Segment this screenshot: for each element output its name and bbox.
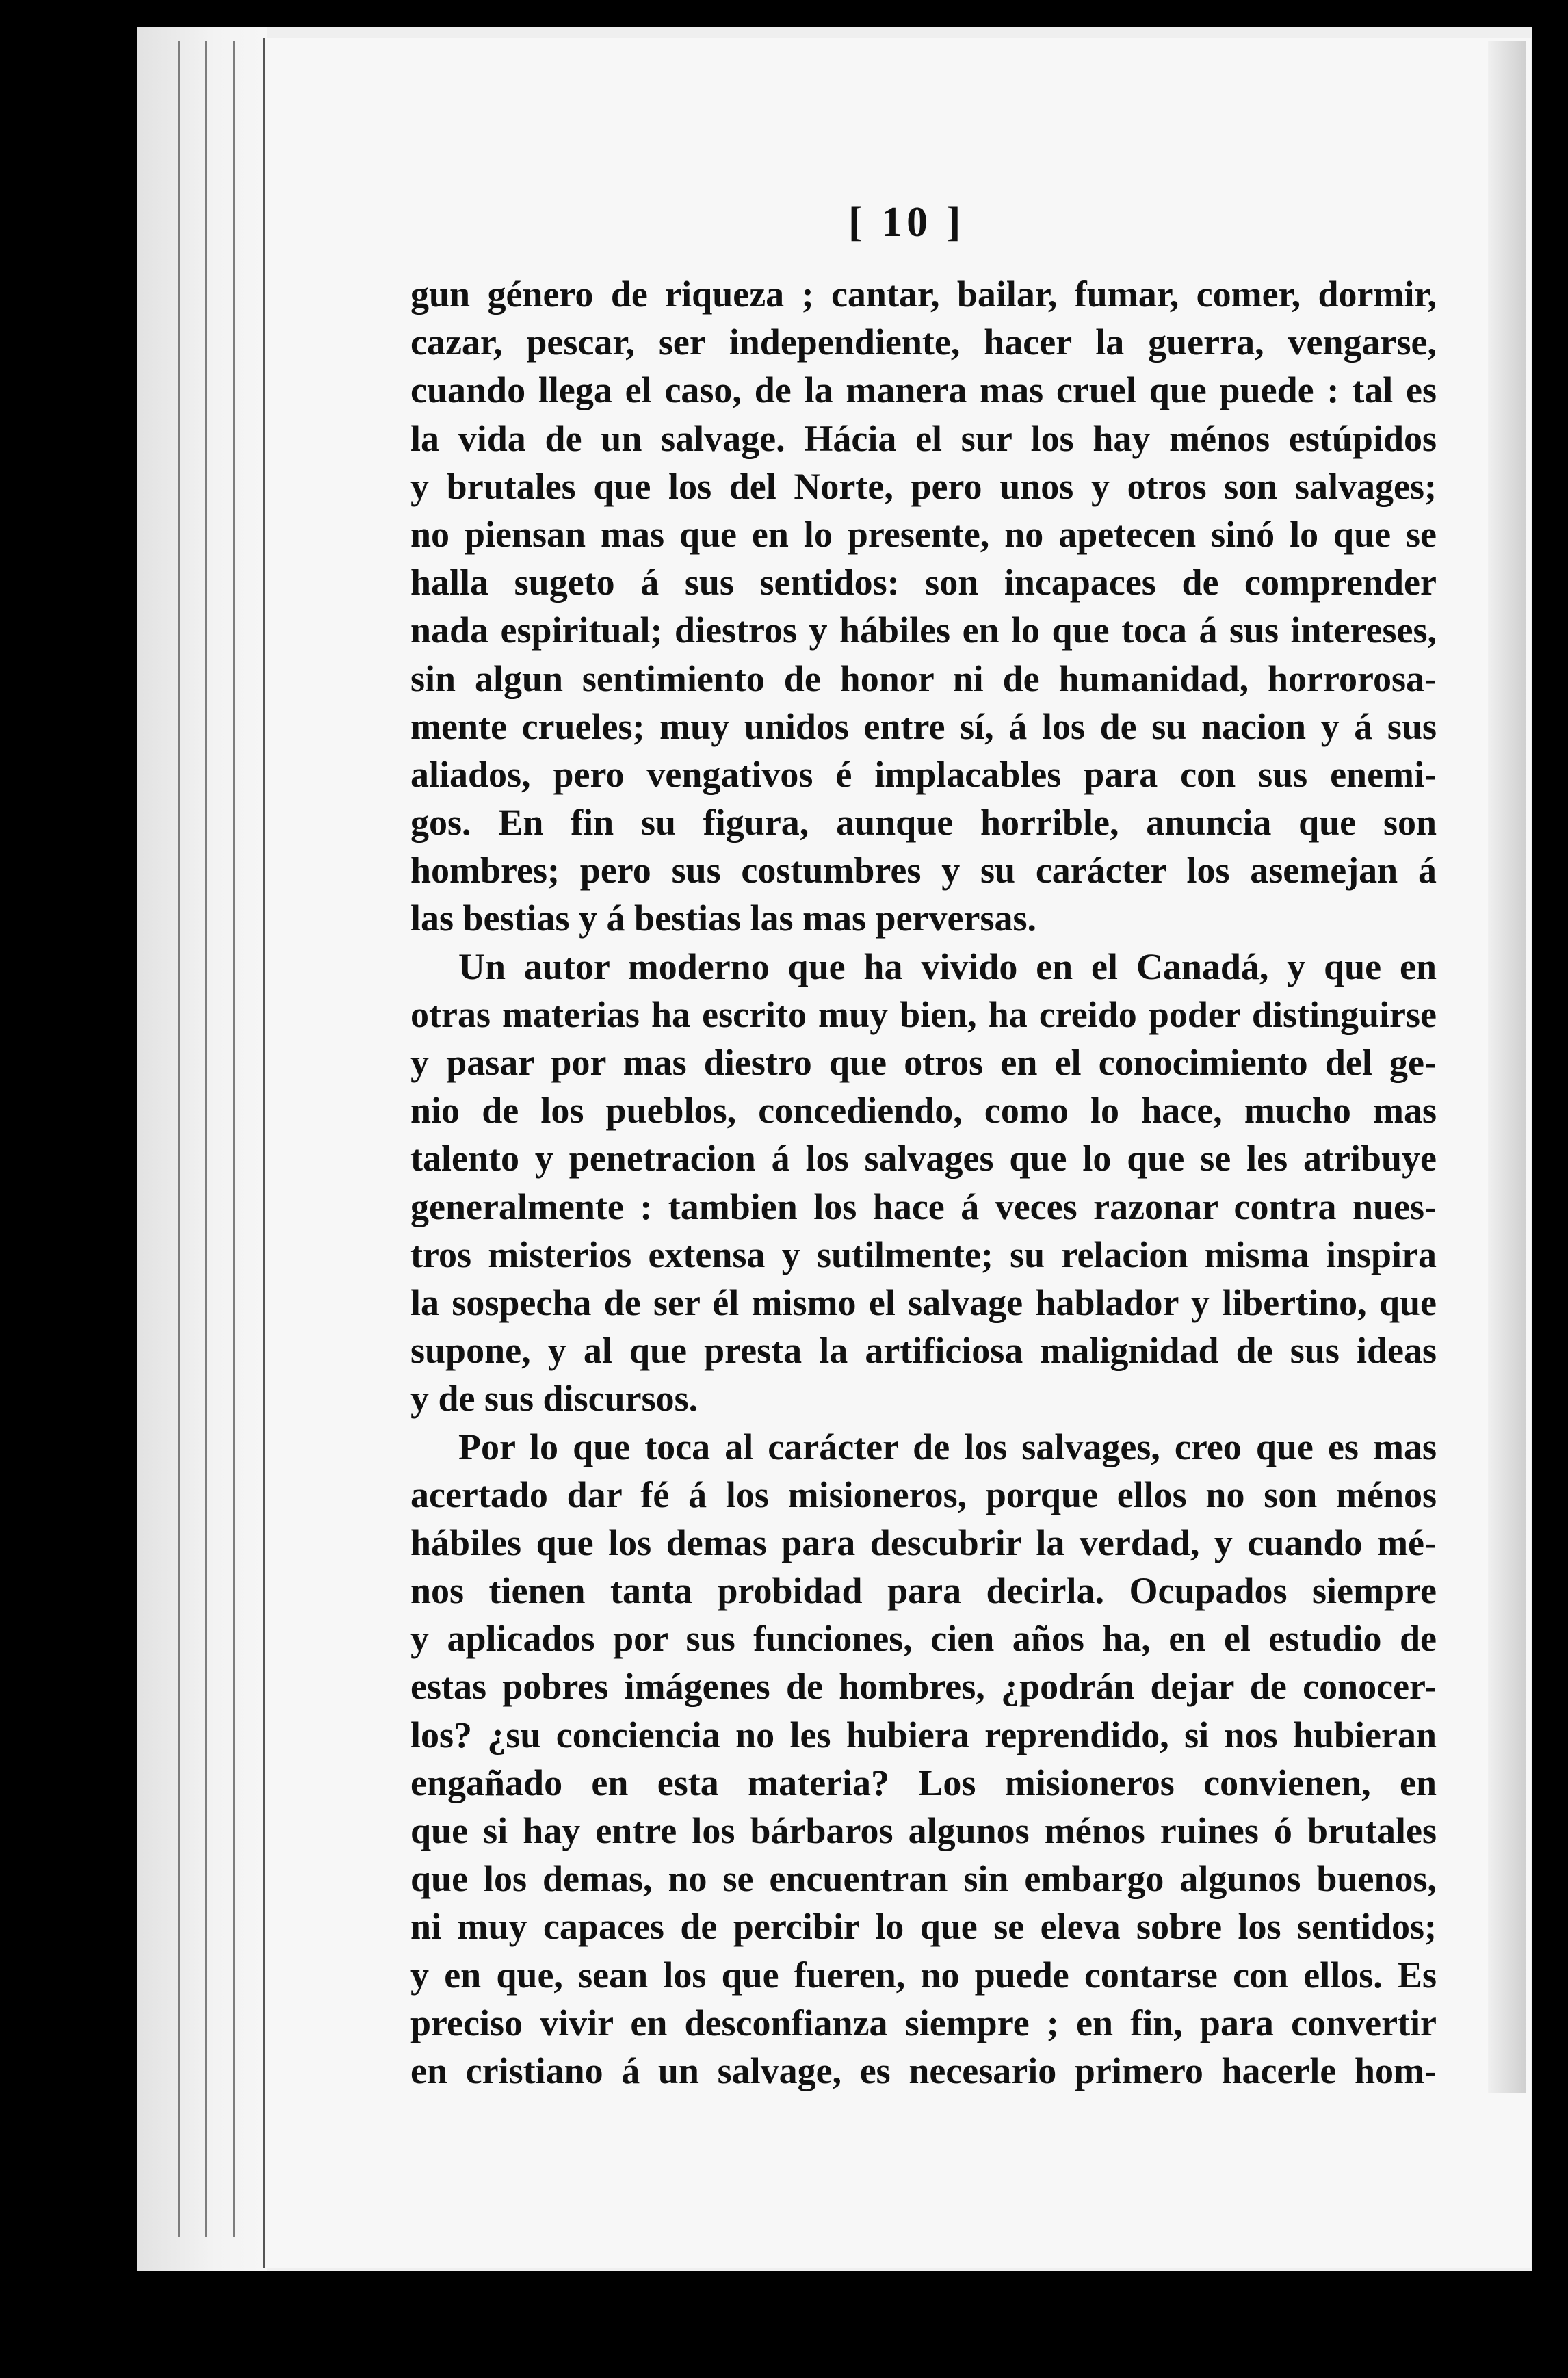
text-line: nio de los pueblos, concediendo, como lo hace, mucho mas — [410, 1090, 1437, 1132]
text-line: gos. En fin su figura, aunque horrible, anuncia que son — [410, 802, 1437, 844]
text-line: acertado dar fé á los misioneros, porque ellos no son ménos — [410, 1474, 1437, 1515]
text-line: ni muy capaces de percibir lo que se eleva sobre los sentidos; — [410, 1906, 1437, 1948]
text-line: halla sugeto á sus sentidos: son incapaces de comprender — [410, 562, 1437, 603]
page-body-text — [410, 270, 1437, 2095]
text-line: Por lo que toca al carácter de los salvages, creo que es mas — [458, 1426, 1437, 1467]
text-line: que si hay entre los bárbaros algunos ménos ruines ó brutales — [410, 1810, 1437, 1851]
text-line: las bestias y á bestias las mas perversas. — [410, 898, 1036, 939]
binding-line — [205, 41, 207, 2237]
text-line: tros misterios extensa y sutilmente; su relacion misma inspira — [410, 1233, 1437, 1275]
text-line: Un autor moderno que ha vivido en el Canadá, y que en — [458, 945, 1437, 987]
text-line: la sospecha de ser él mismo el salvage hablador y libertino, que — [410, 1281, 1437, 1323]
binding-line — [233, 41, 235, 2237]
text-line: sin algun sentimiento de honor ni de humanidad, horrorosa- — [410, 657, 1437, 699]
text-line: cuando llega el caso, de la manera mas cruel que puede : tal es — [410, 369, 1437, 411]
text-line: y en que, sean los que fueren, no puede contarse con ellos. Es — [410, 1954, 1437, 1996]
text-line: nos tienen tanta probidad para decirla. Ocupados siempre — [410, 1570, 1437, 1612]
text-line: que los demas, no se encuentran sin embargo algunos buenos, — [410, 1858, 1437, 1900]
text-line: y aplicados por sus funciones, cien años ha, en el estudio de — [410, 1618, 1437, 1660]
text-line: generalmente : tambien los hace á veces razonar contra nues- — [410, 1186, 1437, 1227]
text-line: engañado en esta materia? Los misioneros convienen, en — [410, 1762, 1437, 1803]
text-line: otras materias ha escrito muy bien, ha creido poder distinguirse — [410, 993, 1437, 1035]
page-edge-shadow — [1488, 41, 1526, 2093]
text-line: no piensan mas que en lo presente, no apetecen sinó lo que se — [410, 513, 1437, 555]
text-line: mente crueles; muy unidos entre sí, á los de su nacion y á sus — [410, 705, 1437, 747]
text-line: los? ¿su conciencia no les hubiera reprendido, si nos hubieran — [410, 1714, 1437, 1755]
text-line: talento y penetracion á los salvages que lo que se les atribuye — [410, 1138, 1437, 1179]
text-line: nada espiritual; diestros y hábiles en lo que toca á sus intereses, — [410, 610, 1437, 651]
text-line: y brutales que los del Norte, pero unos y otros son salvages; — [410, 465, 1437, 507]
text-line: hombres; pero sus costumbres y su carácter los asemejan á — [410, 850, 1437, 891]
page-number: [ 10 ] — [848, 199, 965, 246]
text-line: y pasar por mas diestro que otros en el conocimiento del ge- — [410, 1042, 1437, 1083]
text-line: supone, y al que presta la artificiosa malignidad de sus ideas — [410, 1330, 1437, 1372]
text-line: aliados, pero vengativos é implacables para con sus enemi- — [410, 753, 1437, 795]
text-line: preciso vivir en desconfianza siempre ; en fin, para convertir — [410, 2002, 1437, 2043]
text-line: cazar, pescar, ser independiente, hacer la guerra, vengarse, — [410, 322, 1437, 363]
book-binding — [137, 27, 267, 2271]
text-line: la vida de un salvage. Hácia el sur los hay ménos estúpidos — [410, 417, 1437, 459]
text-line: en cristiano á un salvage, es necesario primero hacerle hom- — [410, 2050, 1437, 2091]
text-line: y de sus discursos. — [410, 1378, 698, 1420]
binding-line — [178, 41, 180, 2237]
text-line: estas pobres imágenes de hombres, ¿podrán dejar de conocer- — [410, 1666, 1437, 1708]
text-line: hábiles que los demas para descubrir la verdad, y cuando mé- — [410, 1521, 1437, 1563]
text-line: gun género de riqueza ; cantar, bailar, fumar, comer, dormir, — [410, 274, 1437, 315]
